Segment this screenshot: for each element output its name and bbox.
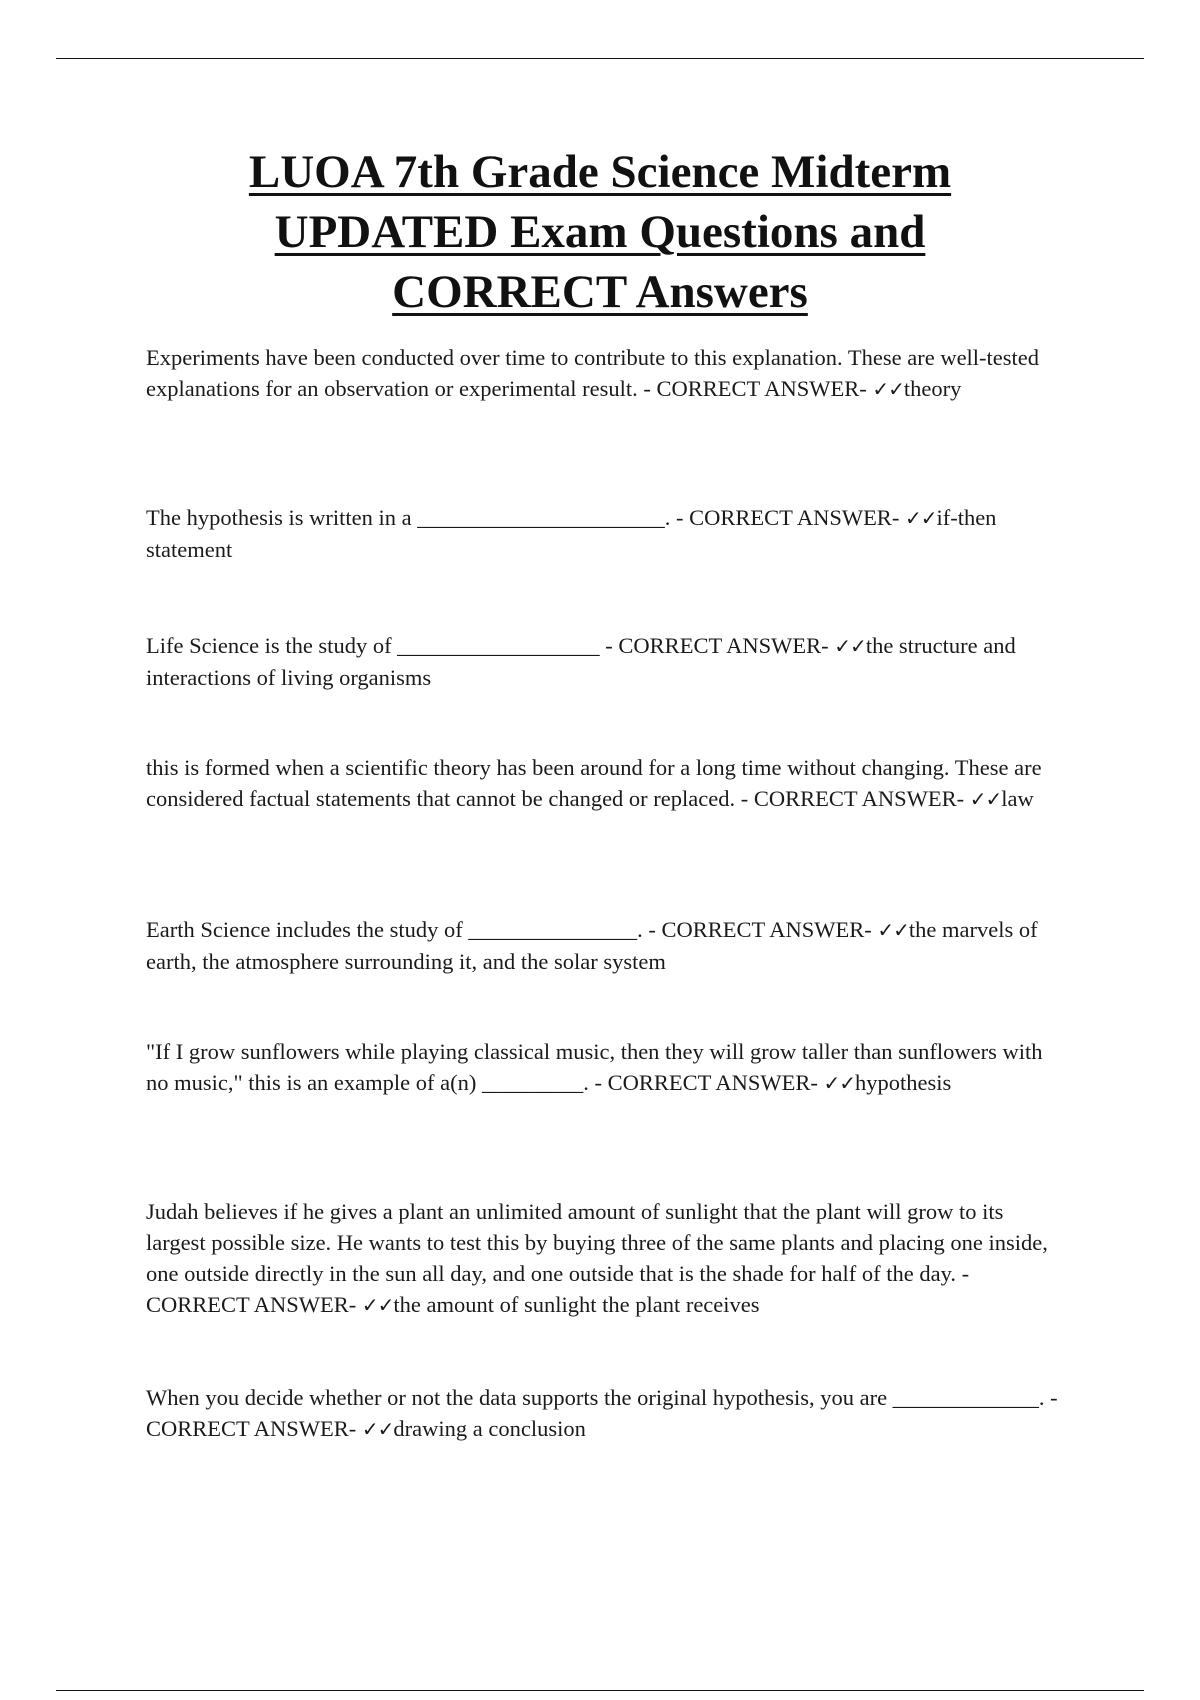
title-line-1: LUOA 7th Grade Science Midterm — [248, 146, 952, 198]
check-mark-icon: ✓✓ — [823, 1071, 855, 1095]
question-text: Life Science is the study of __________________ - CORRECT ANSWER- — [146, 633, 835, 658]
title-line-2: UPDATED Exam Questions and — [274, 206, 926, 258]
answer-text: drawing a conclusion — [393, 1416, 586, 1441]
check-mark-icon: ✓✓ — [834, 634, 866, 658]
answer-text: the amount of sunlight the plant receives — [393, 1292, 760, 1317]
question-text: When you decide whether or not the data supports the original hypothesis, you are _____________. - CORRECT ANSWER- — [146, 1385, 1058, 1441]
qa-item-8 — [146, 1382, 1066, 1445]
check-mark-icon: ✓✓ — [872, 377, 904, 401]
qa-item-2 — [146, 502, 1066, 565]
bottom-rule — [56, 1690, 1144, 1691]
qa-item-7 — [146, 1196, 1066, 1321]
question-text: The hypothesis is written in a ______________________. - CORRECT ANSWER- — [146, 505, 905, 530]
document-title — [150, 142, 1050, 322]
question-text: Earth Science includes the study of _______________. - CORRECT ANSWER- — [146, 917, 878, 942]
answer-text: theory — [903, 376, 962, 401]
title-line-3: CORRECT Answers — [392, 266, 808, 318]
qa-item-5 — [146, 914, 1066, 977]
answer-text: if-then statement — [146, 505, 997, 562]
question-text: Judah believes if he gives a plant an unlimited amount of sunlight that the plant will grow to its largest possible size. He wants to test this by buying three of the same plants and placing one inside, one outside directly in the sun all day, and one outside that is the shade for half of the day. - CORRECT ANSWER- — [146, 1199, 1048, 1317]
answer-text: law — [1001, 786, 1034, 811]
check-mark-icon: ✓✓ — [877, 918, 909, 942]
question-text: this is formed when a scientific theory has been around for a long time without changing. These are considered factual statements that cannot be changed or replaced. - CORRECT ANSWER- — [146, 755, 1042, 811]
check-mark-icon: ✓✓ — [361, 1417, 394, 1441]
qa-item-1 — [146, 342, 1066, 405]
answer-text: hypothesis — [854, 1070, 952, 1095]
question-text: Experiments have been conducted over time to contribute to this explanation. These are well-tested explanations for an observation or experimental result. - CORRECT ANSWER- — [146, 345, 1040, 401]
qa-item-6 — [146, 1036, 1066, 1099]
qa-item-3 — [146, 630, 1066, 693]
check-mark-icon: ✓✓ — [904, 506, 937, 530]
top-rule — [56, 58, 1144, 59]
question-text: "If I grow sunflowers while playing classical music, then they will grow taller than sunflowers with no music," this is an example of a(n) _________. - CORRECT ANSWER- — [146, 1039, 1043, 1095]
answer-text: the structure and interactions of living organisms — [146, 633, 1016, 690]
check-mark-icon: ✓✓ — [361, 1293, 394, 1317]
answer-text: the marvels of earth, the atmosphere surrounding it, and the solar system — [146, 917, 1038, 974]
check-mark-icon: ✓✓ — [969, 787, 1002, 811]
qa-item-4 — [146, 752, 1066, 815]
